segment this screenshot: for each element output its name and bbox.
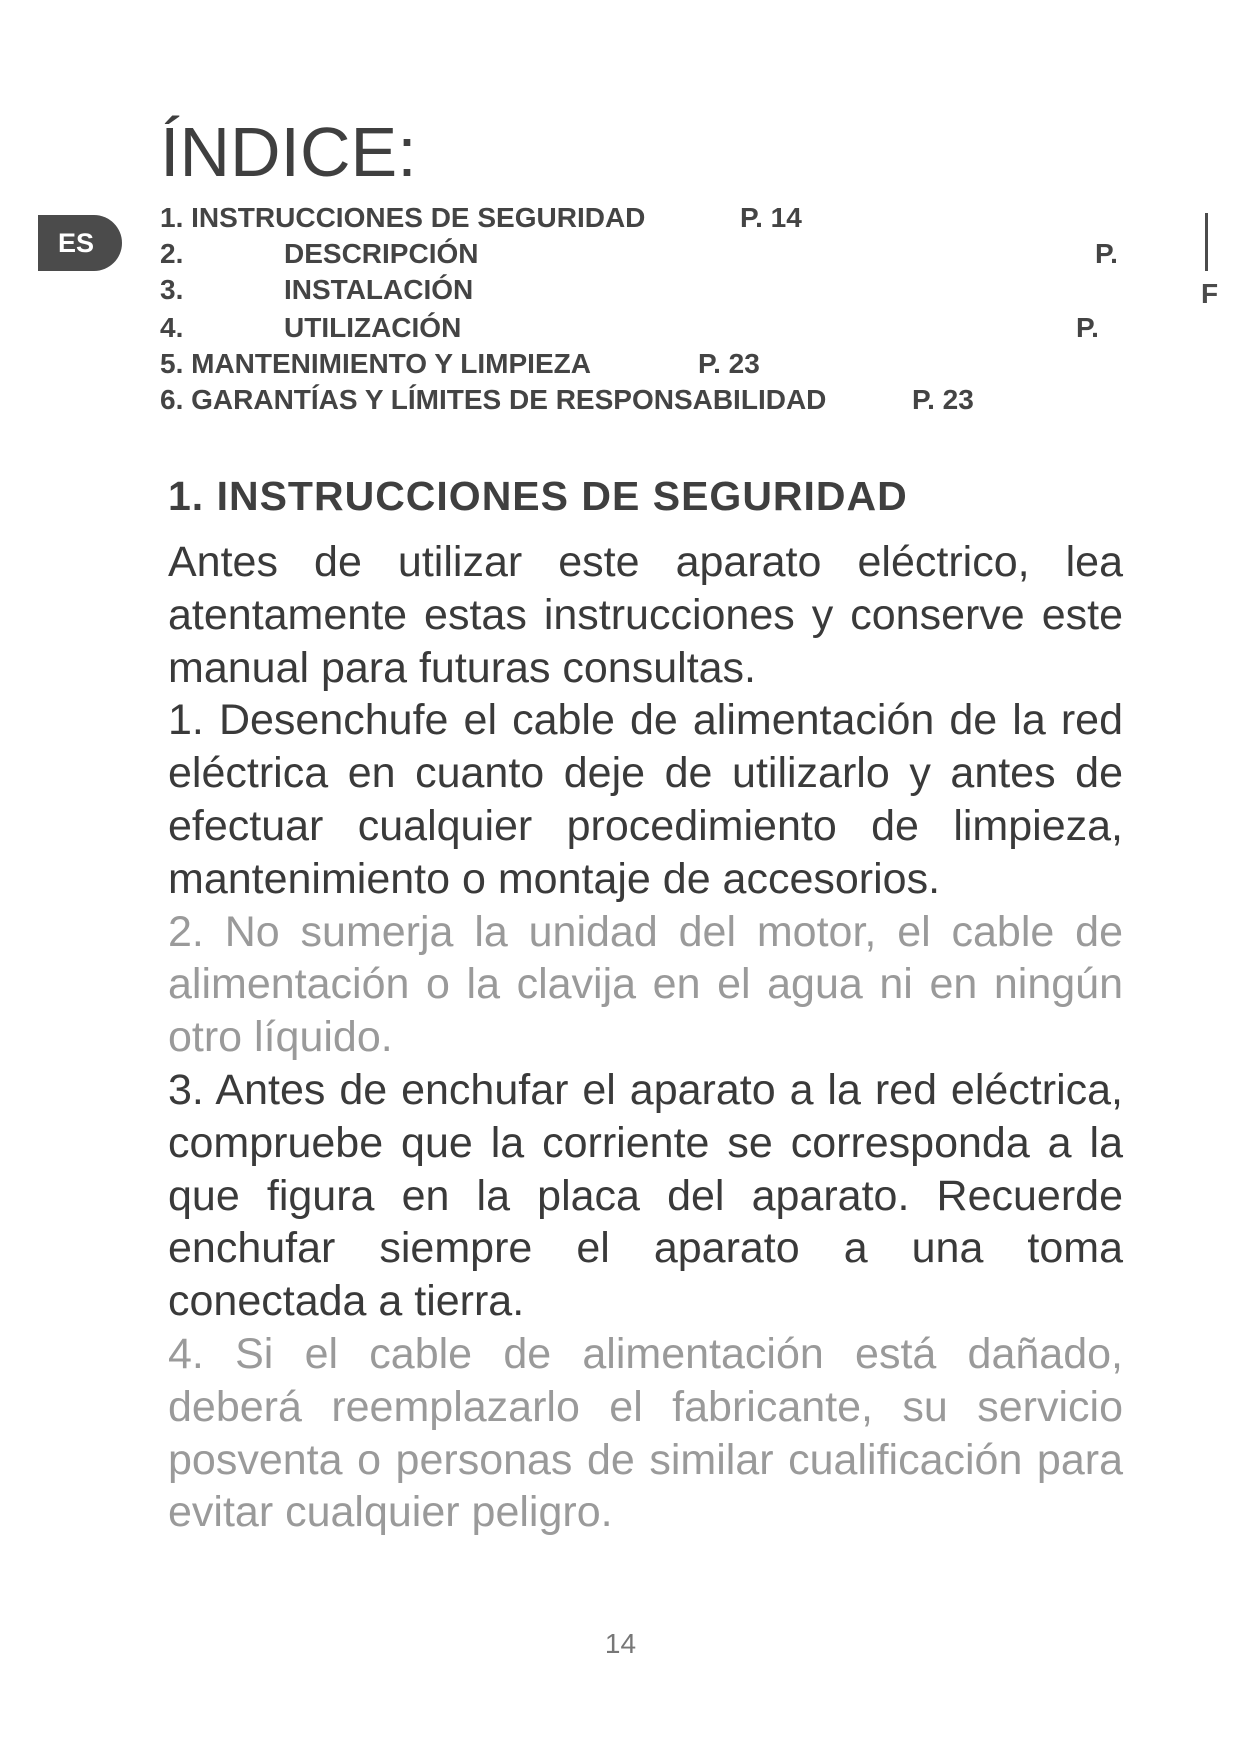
instruction-2: 2. No sumerja la unidad del motor, el cable de alimentación o la clavija en el agua ni en ningún otro líquido. [168, 907, 1123, 1062]
instruction-1: 1. Desenchufe el cable de alimentación de la red eléctrica en cuanto deje de utilizarlo y antes de efectuar cualquier procedimiento de limpieza, mantenimiento o montaje de accesorios. [168, 696, 1123, 903]
toc-item-label: 5. MANTENIMIENTO Y LIMPIEZA [160, 348, 591, 379]
edge-letter: F [1201, 278, 1219, 309]
toc-item-label: 6. GARANTÍAS Y LÍMITES DE RESPONSABILIDAD [160, 384, 827, 415]
toc-item-page: P. 23 [912, 384, 974, 415]
language-tab: ES [38, 215, 122, 271]
safety-instructions [168, 536, 1123, 1539]
index-title: ÍNDICE: [160, 113, 417, 191]
intro-paragraph: Antes de utilizar este aparato eléctrico, lea atentamente estas instrucciones y conserve este manual para futuras consultas. [168, 538, 1123, 692]
toc-item-page: P. [1095, 238, 1118, 269]
toc-item-label: 1. INSTRUCCIONES DE SEGURIDAD [160, 202, 646, 233]
toc-item-number: 2. [160, 238, 184, 269]
toc-item-title: INSTALACIÓN [284, 274, 474, 305]
instruction-4: 4. Si el cable de alimentación está dañado, deberá reemplazarlo el fabricante, su servicio posventa o personas de similar cualificación para evitar cualquier peligro. [168, 1329, 1123, 1537]
edge-marker-bar [1205, 213, 1208, 271]
toc-item-title: DESCRIPCIÓN [284, 238, 479, 269]
toc-item-page: P. 14 [740, 202, 802, 233]
toc-item-page: P. 23 [698, 348, 760, 379]
toc-item-page: P. [1076, 312, 1099, 343]
section-heading: 1. INSTRUCCIONES DE SEGURIDAD [168, 473, 908, 519]
page-number: 14 [604, 1628, 637, 1659]
toc-item-title: UTILIZACIÓN [284, 312, 462, 343]
instruction-3: 3. Antes de enchufar el aparato a la red eléctrica, compruebe que la corriente se corresponda a la que figura en la placa del aparato. Recuerde enchufar siempre el aparato a una toma conectada a tierra. [168, 1065, 1123, 1326]
toc-item-number: 3. [160, 274, 184, 305]
toc-item-number: 4. [160, 312, 184, 343]
